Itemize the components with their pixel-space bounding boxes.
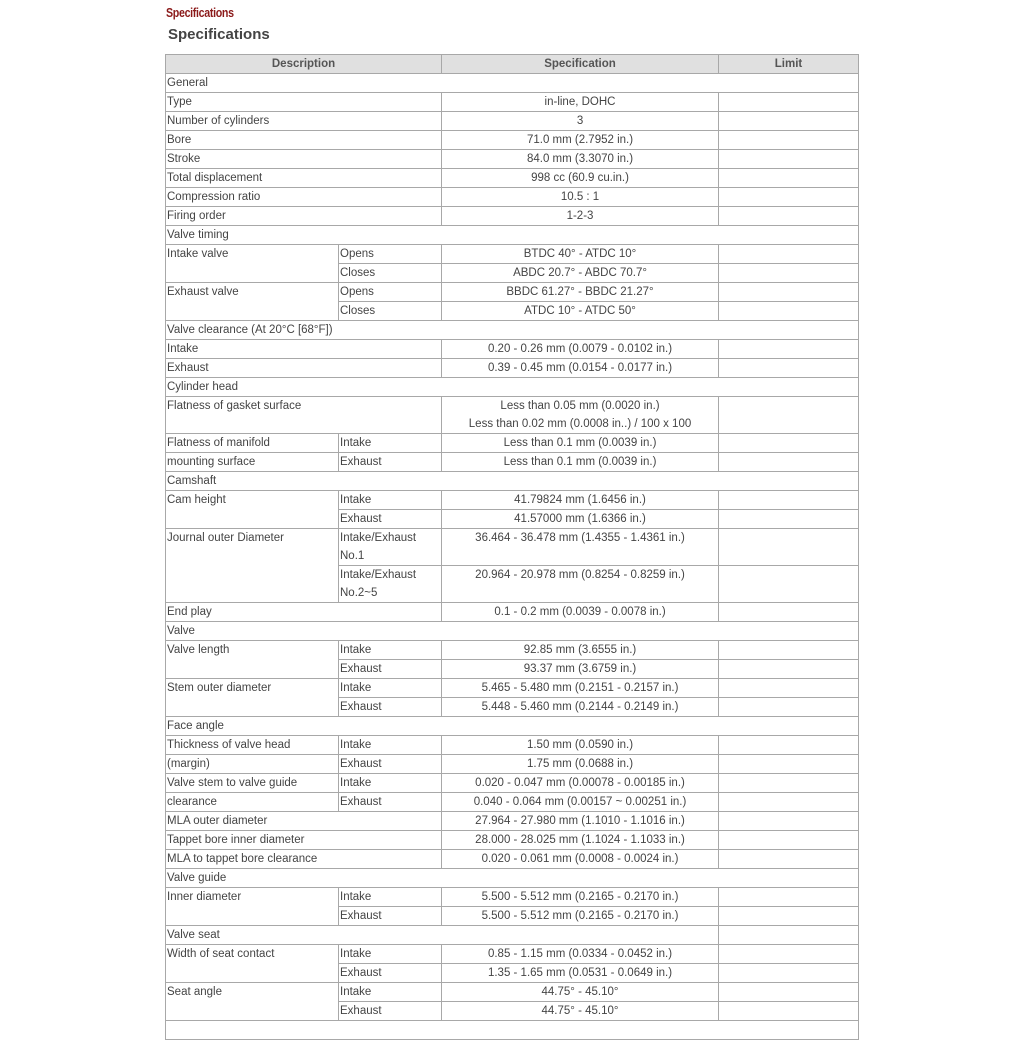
row-label: Flatness of manifold xyxy=(166,434,339,453)
sub-label: Intake xyxy=(339,736,442,755)
row-label: MLA to tappet bore clearance xyxy=(166,850,442,869)
specifications-table xyxy=(165,54,859,1040)
spec-value: BBDC 61.27° - BBDC 21.27° xyxy=(442,283,719,302)
section-label: Valve timing xyxy=(166,226,859,245)
table-row xyxy=(166,679,859,698)
spec-value: 5.500 - 5.512 mm (0.2165 - 0.2170 in.) xyxy=(442,888,719,907)
limit-cell xyxy=(719,283,859,302)
spec-value: 5.500 - 5.512 mm (0.2165 - 0.2170 in.) xyxy=(442,907,719,926)
table-row xyxy=(166,453,859,472)
row-label: Intake valve xyxy=(166,245,339,283)
limit-cell xyxy=(719,907,859,926)
row-label: Valve stem to valve guide xyxy=(166,774,339,793)
sub-label: Intake xyxy=(339,679,442,698)
table-row xyxy=(166,774,859,793)
row-label: Compression ratio xyxy=(166,188,442,207)
row-label: Stroke xyxy=(166,150,442,169)
section-label: Valve clearance (At 20°C [68°F]) xyxy=(166,321,859,340)
row-label: Exhaust valve xyxy=(166,283,339,321)
table-row xyxy=(166,945,859,964)
sub-label: Exhaust xyxy=(339,1002,442,1021)
spec-value: 41.79824 mm (1.6456 in.) xyxy=(442,491,719,510)
spec-value: 0.040 - 0.064 mm (0.00157 ~ 0.00251 in.) xyxy=(442,793,719,812)
row-label: (margin) xyxy=(166,755,339,774)
spec-value: 3 xyxy=(442,112,719,131)
row-label: Number of cylinders xyxy=(166,112,442,131)
sub-label: Intake xyxy=(339,945,442,964)
sub-label: Exhaust xyxy=(339,698,442,717)
column-header-description: Description xyxy=(166,55,442,74)
limit-cell xyxy=(719,793,859,812)
row-label: Bore xyxy=(166,131,442,150)
spec-value: 998 cc (60.9 cu.in.) xyxy=(442,169,719,188)
table-row xyxy=(166,736,859,755)
limit-cell xyxy=(719,831,859,850)
spec-value xyxy=(442,397,719,434)
section-row-camshaft xyxy=(166,472,859,491)
row-label: Valve length xyxy=(166,641,339,679)
table-row xyxy=(166,812,859,831)
spec-value: 71.0 mm (2.7952 in.) xyxy=(442,131,719,150)
limit-cell xyxy=(719,812,859,831)
limit-cell xyxy=(719,453,859,472)
spec-value: 0.020 - 0.061 mm (0.0008 - 0.0024 in.) xyxy=(442,850,719,869)
sub-label: Intake xyxy=(339,641,442,660)
sub-label: Intake xyxy=(339,983,442,1002)
sub-label: Opens xyxy=(339,283,442,302)
column-header-specification: Specification xyxy=(442,55,719,74)
limit-cell xyxy=(719,736,859,755)
limit-cell xyxy=(719,603,859,622)
section-row-valve-clearance xyxy=(166,321,859,340)
sub-label-line: No.2~5 xyxy=(340,587,378,599)
sub-label: Closes xyxy=(339,302,442,321)
limit-cell xyxy=(719,434,859,453)
limit-cell xyxy=(719,945,859,964)
limit-cell xyxy=(719,112,859,131)
sub-label: Opens xyxy=(339,245,442,264)
spec-value: 28.000 - 28.025 mm (1.1024 - 1.1033 in.) xyxy=(442,831,719,850)
table-row xyxy=(166,359,859,378)
limit-cell xyxy=(719,169,859,188)
spec-value: 1.35 - 1.65 mm (0.0531 - 0.0649 in.) xyxy=(442,964,719,983)
section-row-valve-timing xyxy=(166,226,859,245)
table-row xyxy=(166,529,859,566)
limit-cell xyxy=(719,510,859,529)
table-row xyxy=(166,340,859,359)
spec-value: ABDC 20.7° - ABDC 70.7° xyxy=(442,264,719,283)
table-row xyxy=(166,169,859,188)
sub-label: Intake xyxy=(339,434,442,453)
table-row xyxy=(166,641,859,660)
sub-label-line: Intake/Exhaust xyxy=(340,532,417,544)
row-label: Width of seat contact xyxy=(166,945,339,983)
spec-value: 0.39 - 0.45 mm (0.0154 - 0.0177 in.) xyxy=(442,359,719,378)
empty-row xyxy=(166,1021,859,1040)
row-label: Type xyxy=(166,93,442,112)
limit-cell xyxy=(719,131,859,150)
limit-cell xyxy=(719,245,859,264)
spec-value: 41.57000 mm (1.6366 in.) xyxy=(442,510,719,529)
limit-cell xyxy=(719,1002,859,1021)
table-row xyxy=(166,831,859,850)
spec-value: 27.964 - 27.980 mm (1.1010 - 1.1016 in.) xyxy=(442,812,719,831)
section-row-valve-guide xyxy=(166,869,859,888)
table-row xyxy=(166,491,859,510)
row-label: Stem outer diameter xyxy=(166,679,339,717)
section-row-valve xyxy=(166,622,859,641)
table-row xyxy=(166,397,859,434)
limit-cell xyxy=(719,566,859,603)
spec-value: 0.85 - 1.15 mm (0.0334 - 0.0452 in.) xyxy=(442,945,719,964)
row-label: Total displacement xyxy=(166,169,442,188)
limit-cell xyxy=(719,491,859,510)
sub-label: Exhaust xyxy=(339,793,442,812)
row-label: Cam height xyxy=(166,491,339,529)
table-row xyxy=(166,245,859,264)
spec-value: BTDC 40° - ATDC 10° xyxy=(442,245,719,264)
limit-cell xyxy=(719,926,859,945)
row-label: Inner diameter xyxy=(166,888,339,926)
spec-value: 5.465 - 5.480 mm (0.2151 - 0.2157 in.) xyxy=(442,679,719,698)
spec-line: Less than 0.05 mm (0.0020 in.) xyxy=(500,400,660,412)
row-label: Flatness of gasket surface xyxy=(166,397,442,434)
section-label: Face angle xyxy=(166,717,859,736)
table-row xyxy=(166,603,859,622)
breadcrumb[interactable]: Specifications xyxy=(166,5,234,20)
section-label: Cylinder head xyxy=(166,378,859,397)
sub-label: Intake xyxy=(339,491,442,510)
row-label: MLA outer diameter xyxy=(166,812,442,831)
spec-value: 0.20 - 0.26 mm (0.0079 - 0.0102 in.) xyxy=(442,340,719,359)
limit-cell xyxy=(719,302,859,321)
page-title: Specifications xyxy=(168,26,270,43)
row-label: Intake xyxy=(166,340,442,359)
table-header-row xyxy=(166,55,859,74)
row-label: Thickness of valve head xyxy=(166,736,339,755)
table-row xyxy=(166,207,859,226)
spec-line: Less than 0.02 mm (0.0008 in..) / 100 x 100 xyxy=(468,418,692,430)
spec-value: 1.75 mm (0.0688 in.) xyxy=(442,755,719,774)
sub-label: Closes xyxy=(339,264,442,283)
spec-value: ATDC 10° - ATDC 50° xyxy=(442,302,719,321)
section-row-general xyxy=(166,74,859,93)
table-row xyxy=(166,983,859,1002)
limit-cell xyxy=(719,340,859,359)
spec-value: Less than 0.1 mm (0.0039 in.) xyxy=(442,453,719,472)
row-label: Seat angle xyxy=(166,983,339,1021)
row-label: End play xyxy=(166,603,442,622)
spec-value: 1-2-3 xyxy=(442,207,719,226)
row-label: Tappet bore inner diameter xyxy=(166,831,442,850)
sub-label: Exhaust xyxy=(339,510,442,529)
section-label: Camshaft xyxy=(166,472,859,491)
sub-label: Exhaust xyxy=(339,964,442,983)
spec-value: 5.448 - 5.460 mm (0.2144 - 0.2149 in.) xyxy=(442,698,719,717)
table-row xyxy=(166,755,859,774)
limit-cell xyxy=(719,188,859,207)
spec-value: Less than 0.1 mm (0.0039 in.) xyxy=(442,434,719,453)
table-row xyxy=(166,1021,859,1040)
spec-value: 10.5 : 1 xyxy=(442,188,719,207)
sub-label: Exhaust xyxy=(339,453,442,472)
limit-cell xyxy=(719,964,859,983)
spec-value: 84.0 mm (3.3070 in.) xyxy=(442,150,719,169)
table-row xyxy=(166,850,859,869)
spec-value: 0.1 - 0.2 mm (0.0039 - 0.0078 in.) xyxy=(442,603,719,622)
limit-cell xyxy=(719,93,859,112)
limit-cell xyxy=(719,150,859,169)
limit-cell xyxy=(719,529,859,566)
sub-label xyxy=(339,529,442,566)
section-label: General xyxy=(166,74,859,93)
spec-value: 44.75° - 45.10° xyxy=(442,1002,719,1021)
limit-cell xyxy=(719,679,859,698)
spec-value: 0.020 - 0.047 mm (0.00078 - 0.00185 in.) xyxy=(442,774,719,793)
limit-cell xyxy=(719,983,859,1002)
limit-cell xyxy=(719,397,859,434)
limit-cell xyxy=(719,660,859,679)
limit-cell xyxy=(719,359,859,378)
section-row-face-angle xyxy=(166,717,859,736)
limit-cell xyxy=(719,774,859,793)
spec-value: 44.75° - 45.10° xyxy=(442,983,719,1002)
limit-cell xyxy=(719,755,859,774)
sub-label: Exhaust xyxy=(339,755,442,774)
sub-label: Intake xyxy=(339,774,442,793)
table-row xyxy=(166,150,859,169)
table-row xyxy=(166,793,859,812)
section-row-valve-seat xyxy=(166,926,859,945)
table-row xyxy=(166,283,859,302)
spec-value: 36.464 - 36.478 mm (1.4355 - 1.4361 in.) xyxy=(442,529,719,566)
row-label: mounting surface xyxy=(166,453,339,472)
table-row xyxy=(166,188,859,207)
limit-cell xyxy=(719,698,859,717)
sub-label: Exhaust xyxy=(339,907,442,926)
sub-label: Intake xyxy=(339,888,442,907)
spec-value: 1.50 mm (0.0590 in.) xyxy=(442,736,719,755)
row-label: Firing order xyxy=(166,207,442,226)
sub-label-line: No.1 xyxy=(340,550,365,562)
spec-value: 93.37 mm (3.6759 in.) xyxy=(442,660,719,679)
row-label: clearance xyxy=(166,793,339,812)
sub-label xyxy=(339,566,442,603)
table-row xyxy=(166,888,859,907)
limit-cell xyxy=(719,888,859,907)
table-row xyxy=(166,93,859,112)
sub-label: Exhaust xyxy=(339,660,442,679)
table-row xyxy=(166,112,859,131)
limit-cell xyxy=(719,641,859,660)
row-label: Journal outer Diameter xyxy=(166,529,339,603)
section-label: Valve seat xyxy=(166,926,719,945)
limit-cell xyxy=(719,264,859,283)
limit-cell xyxy=(719,207,859,226)
section-label: Valve guide xyxy=(166,869,859,888)
row-label: Exhaust xyxy=(166,359,442,378)
spec-value: 92.85 mm (3.6555 in.) xyxy=(442,641,719,660)
spec-value: in-line, DOHC xyxy=(442,93,719,112)
column-header-limit: Limit xyxy=(719,55,859,74)
table-row xyxy=(166,131,859,150)
sub-label-line: Intake/Exhaust xyxy=(340,569,417,581)
spec-value: 20.964 - 20.978 mm (0.8254 - 0.8259 in.) xyxy=(442,566,719,603)
section-label: Valve xyxy=(166,622,859,641)
table-row xyxy=(166,434,859,453)
limit-cell xyxy=(719,850,859,869)
section-row-cylinder-head xyxy=(166,378,859,397)
